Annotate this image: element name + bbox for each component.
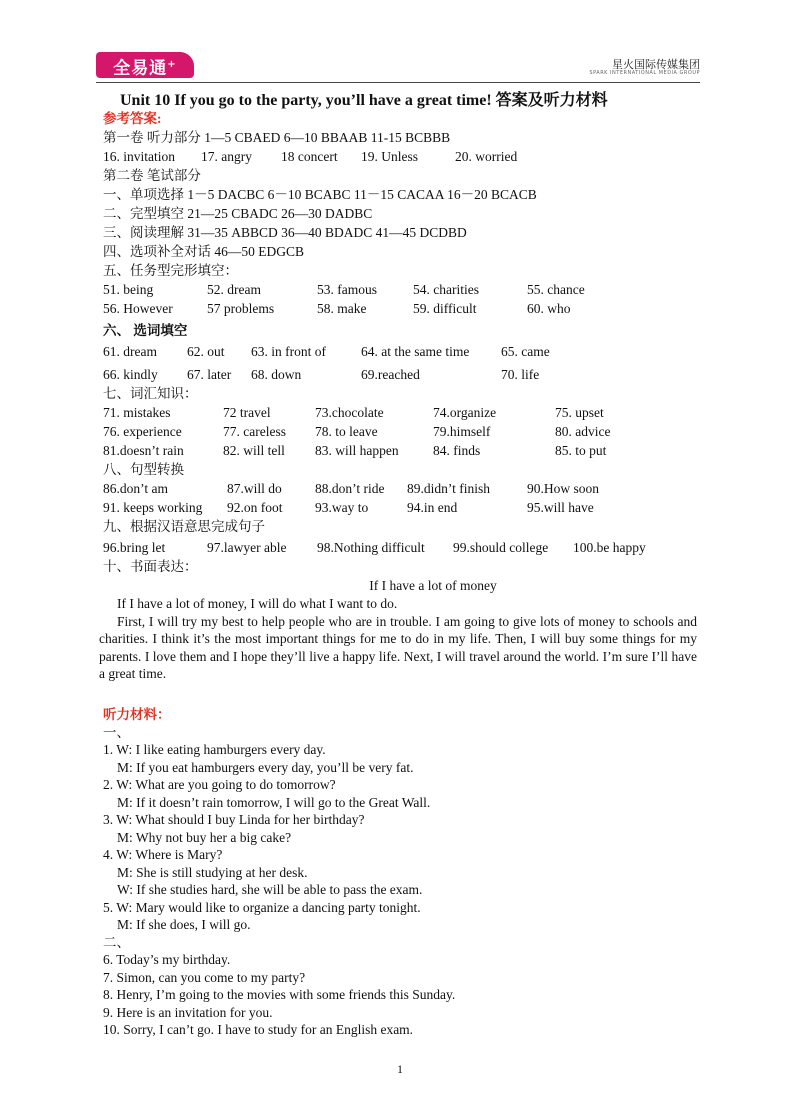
section1-answers: 一、单项选择 1－5 DACBC 6－10 BCABC 11－15 CACAA 16－20 BCACB	[103, 187, 537, 202]
brand-logo: 全易通+	[96, 52, 194, 78]
section6-row-2: 66. kindly 67. later 68. down 69.reached 70. life	[103, 367, 540, 382]
section7-row-1: 71. mistakes 72 travel 73.chocolate 74.organize 75. upset	[103, 405, 604, 420]
essay-paragraph-2: First, I will try my best to help people who are in trouble. I am going to give lots of money to schools and charities. I think it’s the most important things for me to do in my life. Then, I will buy some things for my parents. I love them and I hope they’ll live a happy life. Next, I will travel around the world. I’m sure I’ll have a great time.	[99, 613, 697, 681]
sentence-line: 9. Here is an invitation for you.	[103, 1004, 273, 1020]
section10-heading: 十、书面表达：	[103, 559, 198, 574]
section7-heading: 七、词汇知识：	[103, 386, 198, 401]
company-name-en: SPARK INTERNATIONAL MEDIA GROUP	[589, 70, 700, 76]
dialog-line: 3. W: What should I buy Linda for her birthday?	[103, 812, 365, 827]
section7-row-2: 76. experience 77. careless 78. to leave 79.himself 80. advice	[103, 424, 611, 439]
page-number: 1	[397, 1062, 403, 1076]
essay-title: If I have a lot of money	[369, 578, 497, 593]
dialog-line: M: If you eat hamburgers every day, you’ll be very fat.	[117, 759, 414, 775]
dialog-line: 4. W: Where is Mary?	[103, 847, 223, 862]
listening-section-1: 一、	[103, 724, 130, 740]
document-title: Unit 10 If you go to the party, you’ll have a great time! 答案及听力材料	[120, 92, 608, 109]
section8-row-1: 86.don’t am 87.will do 88.don’t ride 89.didn’t finish 90.How soon	[103, 481, 600, 496]
listening-heading: 听力材料：	[103, 706, 171, 722]
part1-fill-row: 16. invitation 17. angry 18 concert 19. Unless 20. worried	[103, 149, 518, 164]
listening-section-2: 二、	[103, 934, 130, 950]
section5-heading: 五、任务型完形填空：	[103, 263, 238, 278]
sentence-line: 7. Simon, can you come to my party?	[103, 969, 306, 985]
dialog-line: M: She is still studying at her desk.	[117, 864, 308, 880]
sentence-line: 8. Henry, I’m going to the movies with some friends this Sunday.	[103, 987, 456, 1002]
section3-answers: 三、阅读理解 31—35 ABBCD 36—40 BDADC 41—45 DCDBD	[103, 225, 467, 240]
dialog-line: 2. W: What are you going to do tomorrow?	[103, 777, 336, 792]
company-name: 星火国际传媒集团	[612, 58, 700, 71]
page-header	[96, 46, 700, 84]
section9-heading: 九、根据汉语意思完成句子	[103, 519, 265, 534]
section7-row-3: 81.doesn’t rain 82. will tell 83. will happen 84. finds 85. to put	[103, 443, 607, 458]
part1-answers: 第一卷 听力部分 1—5 CBAED 6—10 BBAAB 11-15 BCBBB	[103, 130, 451, 145]
section8-heading: 八、句型转换	[103, 462, 184, 477]
dialog-line: W: If she studies hard, she will be able to pass the exam.	[117, 882, 423, 897]
sentence-line: 10. Sorry, I can’t go. I have to study for an English exam.	[103, 1022, 414, 1037]
section5-row-2: 56. However 57 problems 58. make 59. difficult 60. who	[103, 301, 571, 316]
dialog-line: M: Why not buy her a big cake?	[117, 829, 292, 845]
section2-answers: 二、完型填空 21—25 CBADC 26—30 DADBC	[103, 206, 373, 221]
dialog-line: M: If she does, I will go.	[117, 917, 251, 932]
section9-row-1: 96.bring let 97.lawyer able 98.Nothing difficult 99.should college 100.be happy	[103, 540, 646, 555]
essay-paragraph-1: If I have a lot of money, I will do what I want to do.	[117, 596, 398, 611]
document-body	[99, 109, 703, 1039]
answers-heading: 参考答案:	[103, 111, 162, 126]
part2-heading: 第二卷 笔试部分	[103, 168, 201, 183]
header-divider	[96, 82, 700, 83]
section5-row-1: 51. being 52. dream 53. famous 54. charities 55. chance	[103, 282, 585, 297]
dialog-line: 1. W: I like eating hamburgers every day.	[103, 742, 326, 757]
dialog-line: M: If it doesn’t rain tomorrow, I will go to the Great Wall.	[117, 794, 431, 810]
section8-row-2: 91. keeps working 92.on foot 93.way to 94.in end 95.will have	[103, 500, 594, 515]
section4-answers: 四、选项补全对话 46—50 EDGCB	[103, 244, 305, 259]
section6-row-1: 61. dream 62. out 63. in front of 64. at the same time 65. came	[103, 344, 550, 359]
sentence-line: 6. Today’s my birthday.	[103, 952, 231, 967]
section6-heading: 六、 选词填空	[103, 323, 188, 338]
dialog-line: 5. W: Mary would like to organize a dancing party tonight.	[103, 899, 421, 915]
